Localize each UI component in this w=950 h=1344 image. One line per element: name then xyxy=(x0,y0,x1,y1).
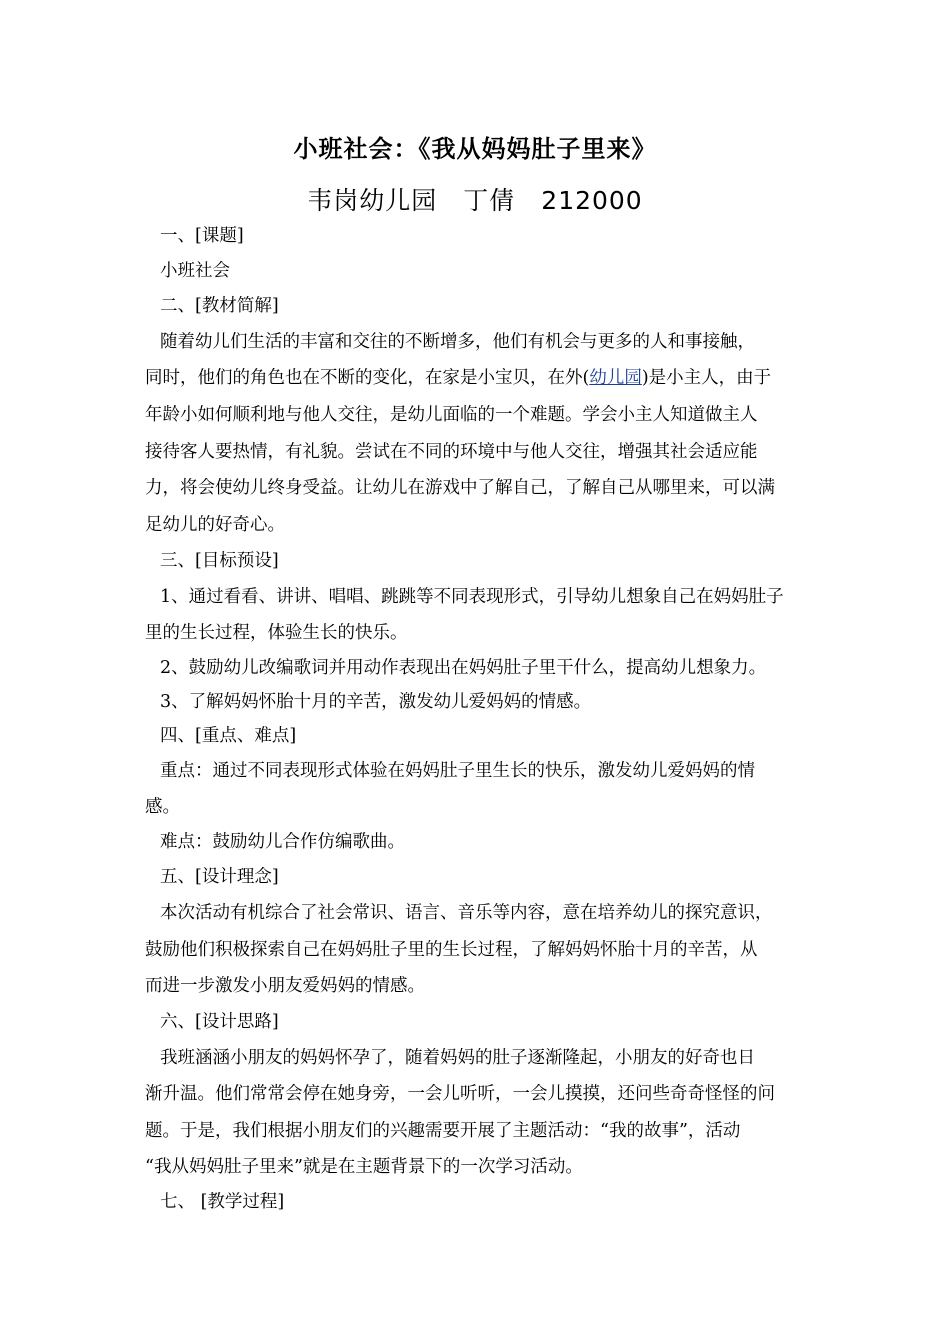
section-heading-material: 二、[教材简解] xyxy=(160,296,279,316)
section-heading-process: 七、 [教学过程] xyxy=(160,1192,285,1212)
paragraph-line: 题。于是，我们根据小朋友们的兴趣需要开展了主题活动：“我的故事”，活动 xyxy=(145,1121,741,1141)
paragraph-line: 鼓励他们积极探索自己在妈妈肚子里的生长过程，了解妈妈怀胎十月的辛苦，从 xyxy=(145,940,758,960)
paragraph-line: 年龄小如何顺利地与他人交往，是幼儿面临的一个难题。学会小主人知道做主人 xyxy=(145,405,758,425)
paragraph-line: 而进一步激发小朋友爱妈妈的情感。 xyxy=(145,976,425,996)
key-point-line: 感。 xyxy=(145,797,180,817)
difficulty-line: 难点：鼓励幼儿合作仿编歌曲。 xyxy=(160,832,405,852)
section-heading-goals: 三、[目标预设] xyxy=(160,551,279,571)
topic-text: 小班社会 xyxy=(160,261,230,281)
section-heading-key-points: 四、[重点、难点] xyxy=(160,726,297,746)
paragraph-line: 渐升温。他们常常会停在她身旁，一会儿听听，一会儿摸摸，还问些奇奇怪怪的问 xyxy=(145,1084,775,1104)
page-title: 小班社会：《我从妈妈肚子里来》 xyxy=(293,135,657,163)
paragraph-text: )是小主人，由于 xyxy=(641,368,772,388)
section-heading-concept: 五、[设计理念] xyxy=(160,867,279,887)
author-line: 韦岗幼儿园 丁倩 212000 xyxy=(307,186,643,215)
goal-item: 1、通过看看、讲讲、唱唱、跳跳等不同表现形式，引导幼儿想象自己在妈妈肚子 xyxy=(160,587,784,607)
section-heading-design: 六、[设计思路] xyxy=(160,1012,279,1032)
paragraph-line: 我班涵涵小朋友的妈妈怀孕了，随着妈妈的肚子逐渐隆起，小朋友的好奇也日 xyxy=(160,1048,755,1068)
paragraph-line: 本次活动有机综合了社会常识、语言、音乐等内容，意在培养幼儿的探究意识， xyxy=(160,903,773,923)
paragraph-text: 同时，他们的角色也在不断的变化，在家是小宝贝，在外( xyxy=(145,368,590,388)
kindergarten-link[interactable]: 幼儿园 xyxy=(589,368,642,388)
paragraph-line: 足幼儿的好奇心。 xyxy=(145,515,285,535)
goal-item-continued: 里的生长过程，体验生长的快乐。 xyxy=(145,623,408,643)
section-heading-topic: 一、[课题] xyxy=(160,226,244,246)
paragraph-line: 力，将会使幼儿终身受益。让幼儿在游戏中了解自己，了解自己从哪里来，可以满 xyxy=(145,478,775,498)
paragraph-line: “我从妈妈肚子里来”就是在主题背景下的一次学习活动。 xyxy=(145,1157,583,1177)
paragraph-line: 接待客人要热情，有礼貌。尝试在不同的环境中与他人交往，增强其社会适应能 xyxy=(145,442,758,462)
paragraph-line xyxy=(145,366,810,390)
key-point-line: 重点：通过不同表现形式体验在妈妈肚子里生长的快乐，激发幼儿爱妈妈的情 xyxy=(160,761,755,781)
goal-item: 3、了解妈妈怀胎十月的辛苦，激发幼儿爱妈妈的情感。 xyxy=(160,692,592,712)
goal-item: 2、鼓励幼儿改编歌词并用动作表现出在妈妈肚子里干什么，提高幼儿想象力。 xyxy=(160,658,767,678)
paragraph-line: 随着幼儿们生活的丰富和交往的不断增多，他们有机会与更多的人和事接触， xyxy=(160,332,755,352)
